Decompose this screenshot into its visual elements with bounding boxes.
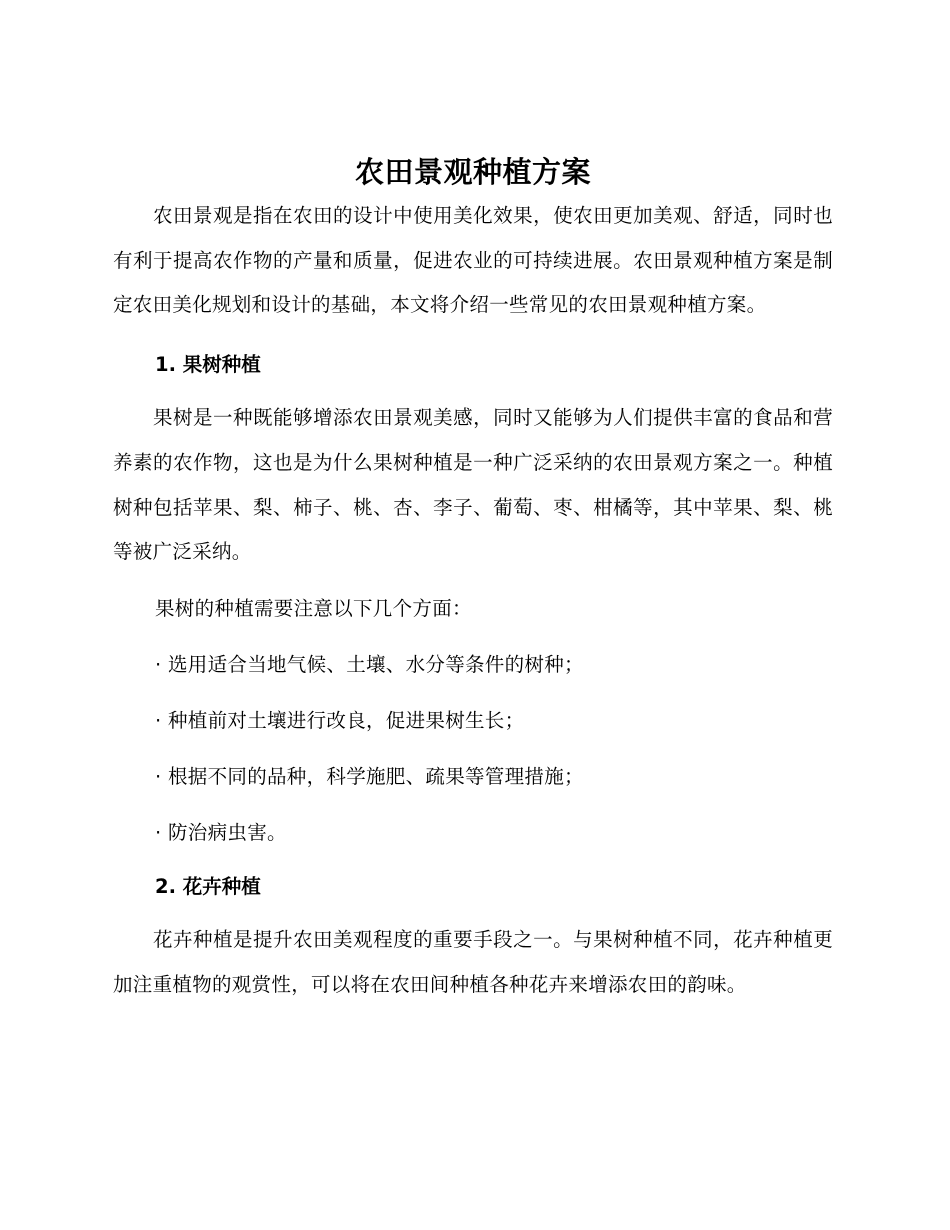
flowers-paragraph: 花卉种植是提升农田美观程度的重要手段之一。与果树种植不同，花卉种植更加注重植物的观赏性，可以将在农田间种植各种花卉来增添农田的韵味。 [113, 927, 833, 996]
bullet-item: · 选用适合当地气候、土壤、水分等条件的树种； [155, 652, 584, 676]
section-heading-flowers: 2. 花卉种植 [155, 874, 261, 898]
document-page [113, 150, 833, 1007]
intro-paragraph: 农田景观是指在农田的设计中使用美化效果，使农田更加美观、舒适，同时也有利于提高农作物的产量和质量，促进农业的可持续进展。农田景观种植方案是制定农田美化规划和设计的基础，本文将介绍一些常见的农田景观种植方案。 [113, 204, 833, 317]
fruit-trees-paragraph: 果树是一种既能够增添农田景观美感，同时又能够为人们提供丰富的食品和营养素的农作物，这也是为什么果树种植是一种广泛采纳的农田景观方案之一。种植树种包括苹果、梨、柿子、桃、杏、李子、葡萄、枣、柑橘等，其中苹果、梨、桃等被广泛采纳。 [113, 406, 833, 564]
fruit-trees-lead: 果树的种植需要注意以下几个方面： [155, 596, 472, 620]
bullet-item: · 防治病虫害。 [155, 820, 287, 844]
section-heading-fruit-trees: 1. 果树种植 [155, 353, 261, 377]
bullet-item: · 根据不同的品种，科学施肥、疏果等管理措施； [155, 764, 584, 788]
bullet-item: · 种植前对土壤进行改良，促进果树生长； [155, 708, 525, 732]
document-title: 农田景观种植方案 [354, 155, 591, 189]
